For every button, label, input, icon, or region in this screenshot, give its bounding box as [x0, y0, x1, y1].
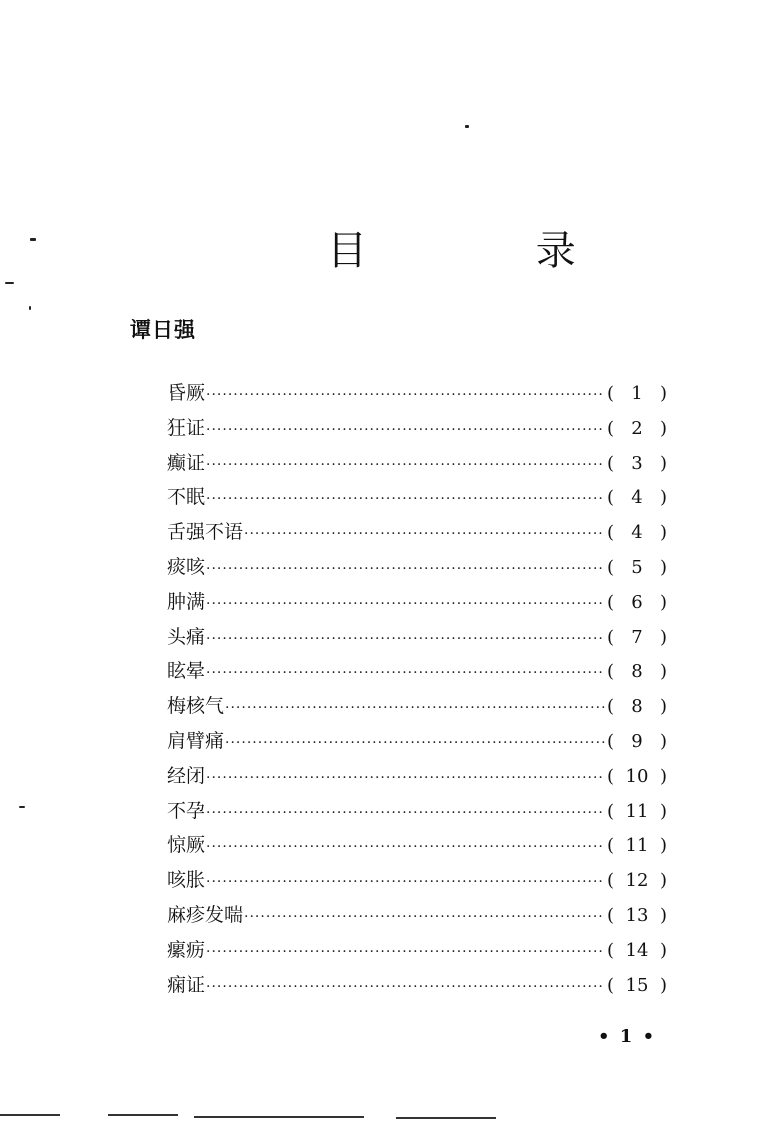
toc-entry-label: 瘰疬: [167, 938, 206, 961]
toc-page-ref: [607, 831, 667, 861]
toc-entry: [167, 587, 667, 622]
toc-page-open-paren: (: [607, 487, 615, 509]
toc-page-close-paren: ): [659, 974, 667, 996]
toc-page-number: 8: [631, 696, 643, 718]
toc-page-open-paren: (: [607, 730, 615, 752]
toc-dot-leader: [206, 937, 605, 967]
scan-edge-line: [194, 1116, 364, 1118]
toc-entry-label: 咳胀: [167, 869, 206, 892]
toc-page-open-paren: (: [607, 661, 615, 683]
toc-page-open-paren: (: [607, 904, 615, 926]
toc-page-number: 11: [625, 835, 649, 857]
toc-page-close-paren: ): [659, 452, 667, 474]
toc-page-number: 13: [625, 904, 649, 926]
toc-page-open-paren: (: [607, 696, 615, 718]
toc-entry-label: 痰咳: [167, 555, 206, 578]
toc-dot-leader: [206, 867, 605, 897]
toc-entry: [167, 935, 667, 970]
toc-page-open-paren: (: [607, 522, 615, 544]
toc-dot-leader: [206, 554, 605, 584]
toc-page-ref: [607, 379, 667, 409]
toc-entry: [167, 517, 667, 552]
toc-dot-leader: [206, 589, 605, 619]
toc-dot-leader: [244, 519, 605, 549]
toc-page-number: 3: [631, 452, 643, 474]
toc-entry-label: 癫证: [167, 451, 206, 474]
scan-speck: [30, 238, 36, 241]
toc-page-ref: [607, 727, 667, 757]
toc-entry-label: 惊厥: [167, 834, 206, 857]
toc-page-open-paren: (: [607, 870, 615, 892]
toc-dot-leader: [206, 832, 605, 862]
toc-page-number: 12: [625, 870, 649, 892]
toc-page-number: 2: [631, 417, 643, 439]
toc-dot-leader: [206, 415, 605, 445]
toc-page-close-paren: ): [659, 661, 667, 683]
toc-entry-label: 不孕: [167, 799, 206, 822]
toc-page-number: 11: [625, 800, 649, 822]
page-number: • 1 •: [598, 1026, 657, 1047]
toc-entry-label: 梅核气: [167, 695, 225, 718]
toc-page-open-paren: (: [607, 835, 615, 857]
toc-page-close-paren: ): [659, 626, 667, 648]
toc-page-number: 5: [631, 556, 643, 578]
toc-page-number: 9: [631, 730, 643, 752]
toc-page-ref: [607, 866, 667, 896]
toc-page-ref: [607, 623, 667, 653]
toc-entry-label: 眩晕: [167, 660, 206, 683]
toc-entry: [167, 900, 667, 935]
section-author: 谭日强: [130, 318, 196, 342]
toc-page-ref: [607, 901, 667, 931]
toc-page-open-paren: (: [607, 417, 615, 439]
toc-page-close-paren: ): [659, 870, 667, 892]
toc-entry: [167, 691, 667, 726]
toc-page-open-paren: (: [607, 800, 615, 822]
toc-entry-label: 不眠: [167, 486, 206, 509]
toc-page-open-paren: (: [607, 383, 615, 404]
toc-page-close-paren: ): [659, 765, 667, 787]
toc-page-close-paren: ): [659, 696, 667, 718]
toc-page-number: 14: [625, 939, 649, 961]
toc-page-number: 1: [631, 383, 643, 404]
toc-page-number: 6: [631, 591, 643, 613]
toc-entry: [167, 726, 667, 761]
toc-page-close-paren: ): [659, 556, 667, 578]
toc-entry: [167, 656, 667, 691]
toc-entry-label: 肩臂痛: [167, 729, 225, 752]
toc-page-ref: [607, 588, 667, 618]
toc-entry: [167, 413, 667, 448]
toc-dot-leader: [206, 484, 605, 514]
toc-page-ref: [607, 449, 667, 479]
toc-page-number: 15: [625, 974, 649, 996]
toc-dot-leader: [206, 658, 605, 688]
toc-page-close-paren: ): [659, 417, 667, 439]
toc-page-close-paren: ): [659, 939, 667, 961]
toc-page-ref: [607, 797, 667, 827]
toc-page-number: 4: [631, 522, 643, 544]
toc-page-close-paren: ): [659, 904, 667, 926]
toc-page-ref: [607, 483, 667, 513]
toc-dot-leader: [206, 380, 605, 410]
toc-page-close-paren: ): [659, 835, 667, 857]
toc-page-ref: [607, 657, 667, 687]
toc-page-number: 7: [631, 626, 643, 648]
toc-dot-leader: [244, 902, 605, 932]
toc-dot-leader: [225, 693, 605, 723]
toc-entry-label: 经闭: [167, 764, 206, 787]
toc-entry: [167, 482, 667, 517]
toc-page-ref: [607, 936, 667, 966]
table-of-contents: [167, 378, 667, 1004]
toc-entry: [167, 865, 667, 900]
toc-entry-label: 麻疹发喘: [167, 903, 244, 926]
scan-speck: [465, 125, 469, 128]
toc-page-open-paren: (: [607, 974, 615, 996]
toc-entry: [167, 970, 667, 1005]
toc-page-number: 10: [625, 765, 649, 787]
toc-page-close-paren: ): [659, 800, 667, 822]
toc-dot-leader: [206, 972, 605, 1002]
toc-page-close-paren: ): [659, 591, 667, 613]
scan-edge-line: [396, 1117, 496, 1119]
toc-entry: [167, 622, 667, 657]
toc-entry-label: 痫证: [167, 973, 206, 996]
toc-page-close-paren: ): [659, 487, 667, 509]
toc-page-open-paren: (: [607, 765, 615, 787]
toc-dot-leader: [206, 624, 605, 654]
toc-page-open-paren: (: [607, 626, 615, 648]
toc-page-ref: [607, 518, 667, 548]
toc-entry-label: 昏厥: [167, 382, 206, 404]
toc-page-close-paren: ): [659, 522, 667, 544]
toc-page-open-paren: (: [607, 591, 615, 613]
scan-edge-line: [0, 1114, 60, 1116]
scan-speck: [5, 282, 14, 284]
toc-entry-label: 肿满: [167, 590, 206, 613]
toc-entry-label: 舌强不语: [167, 521, 244, 544]
scan-edge-line: [108, 1114, 178, 1116]
toc-dot-leader: [225, 728, 605, 758]
toc-page-close-paren: ): [659, 383, 667, 404]
toc-page-number: 8: [631, 661, 643, 683]
toc-entry: [167, 448, 667, 483]
toc-page-ref: [607, 971, 667, 1001]
toc-page-ref: [607, 692, 667, 722]
scan-speck: [29, 306, 31, 310]
toc-page-number: 4: [631, 487, 643, 509]
toc-page-open-paren: (: [607, 939, 615, 961]
toc-page-ref: [607, 762, 667, 792]
toc-page-ref: [607, 553, 667, 583]
toc-page-open-paren: (: [607, 452, 615, 474]
toc-entry: [167, 552, 667, 587]
toc-entry: [167, 830, 667, 865]
toc-page-close-paren: ): [659, 730, 667, 752]
toc-page-open-paren: (: [607, 556, 615, 578]
toc-entry: [167, 796, 667, 831]
toc-page-ref: [607, 414, 667, 444]
toc-entry: [167, 378, 667, 413]
toc-entry-label: 狂证: [167, 416, 206, 439]
toc-entry-label: 头痛: [167, 625, 206, 648]
toc-dot-leader: [206, 450, 605, 480]
page-title: 目 录: [327, 228, 654, 274]
scan-speck: [19, 806, 25, 808]
toc-dot-leader: [206, 798, 605, 828]
toc-dot-leader: [206, 763, 605, 793]
toc-entry: [167, 761, 667, 796]
